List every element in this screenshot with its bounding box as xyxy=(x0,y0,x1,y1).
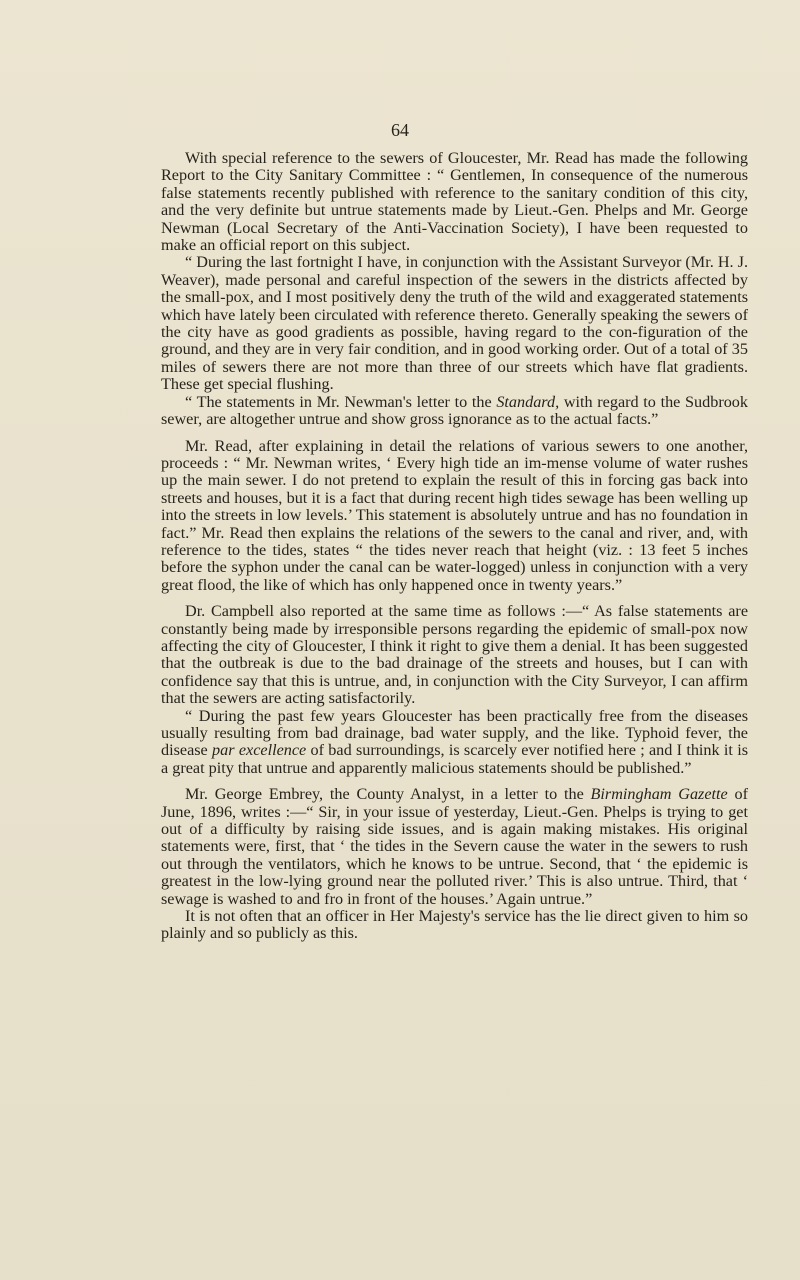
paragraph-closing-remark: It is not often that an officer in Her Majesty's service has the lie direct given to him so plainly and so publicly as this. xyxy=(161,907,748,943)
paragraph-read-sewer-relations: Mr. Read, after explaining in detail the relations of various sewers to one another, proceeds : “ Mr. Newman writes, ‘ Every high tide an im-mense volume of water rushes up the main sewer. I do not pretend to explain the result of this in forcing gas back into streets and houses, but it is a fact that during recent high tides sewage has been welling up into the streets in low levels.’ This statement is absolutely untrue and has no foundation in fact.” Mr. Read then explains the relations of the sewers to the canal and river, and, with reference to the tides, states “ the tides never reach that height (viz. : 13 feet 5 inches before the syphon under the canal can be water-logged) unless in conjunction with a very great flood, the like of which has only happened once in twenty years.” xyxy=(161,436,748,594)
text-run: “ During the past few years Gloucester has been practically free from the diseases usually resulting from bad drainage, bad water supply, and the like. Typhoid fever, the disease xyxy=(161,706,748,760)
paragraph-gloucester-health xyxy=(161,708,748,778)
body-text xyxy=(161,150,748,943)
newspaper-title: Birmingham Gazette xyxy=(590,785,728,804)
text-run: “ The statements in Mr. Newman's letter to the xyxy=(185,392,497,411)
paragraph-campbell-report: Dr. Campbell also reported at the same time as follows :—“ As false statements are constantly being made by irresponsible persons regarding the epidemic of small-pox now affecting the city of Gloucester, I think it right to give them a denial. It has been suggested that the outbreak is due to the bad drainage of the streets and houses, but I can with confidence say that this is untrue, and, in conjunction with the City Surveyor, I can affirm that the sewers are acting satisfactorily. xyxy=(161,602,748,708)
text-run: with regard to the Sudbrook sewer, are altogether untrue and show gross ignorance as to the actual facts.” xyxy=(161,392,748,429)
italic-phrase: par excellence xyxy=(212,741,307,760)
newspaper-title: Standard, xyxy=(496,392,560,411)
paragraph-read-inspection: “ During the last fortnight I have, in conjunction with the Assistant Surveyor (Mr. H. J. Weaver), made personal and careful inspection of the sewers in the districts affected by the small-pox, and I most positively deny the truth of the wild and exaggerated statements which have lately been circulated with reference thereto. Generally speaking the sewers of the city have as good gradients as possible, having regard to the con-figuration of the ground, and they are in very fair condition, and in good working order. Out of a total of 35 miles of sewers there are not more than three of our streets which have flat gradients. These get special flushing. xyxy=(161,253,748,394)
paragraph-standard-letter xyxy=(161,394,748,429)
text-run: of June, 1896, writes :—“ Sir, in your issue of yesterday, Lieut.-Gen. Phelps is trying to get out of a difficulty by raising side issues, and is again making mistakes. His original statements were, first, that ‘ the tides in the Severn cause the water in the sewers to rush out through the ventilators, which he knows to be untrue. Second, that ‘ the epidemic is greatest in the low-lying ground near the polluted river.’ This is also untrue. Third, that ‘ sewage is washed to and fro in front of the houses.’ Again untrue.” xyxy=(161,785,749,908)
paragraph-embrey-letter xyxy=(161,786,748,908)
text-run: Mr. George Embrey, the County Analyst, in a letter to the xyxy=(185,785,591,804)
text-run: of bad surroundings, is scarcely ever notified here ; and I think it is a great pity that untrue and apparently malicious statements should be published.” xyxy=(161,741,749,777)
paragraph-read-report-intro: With special reference to the sewers of Gloucester, Mr. Read has made the following Report to the City Sanitary Committee : “ Gentlemen, In consequence of the numerous false statements recently published with reference to the sanitary condition of this city, and the very definite but untrue statements made by Lieut.-Gen. Phelps and Mr. George Newman (Local Secretary of the Anti-Vaccination Society), I have been requested to make an official report on this subject. xyxy=(161,149,748,255)
page-number: 64 xyxy=(391,120,409,140)
